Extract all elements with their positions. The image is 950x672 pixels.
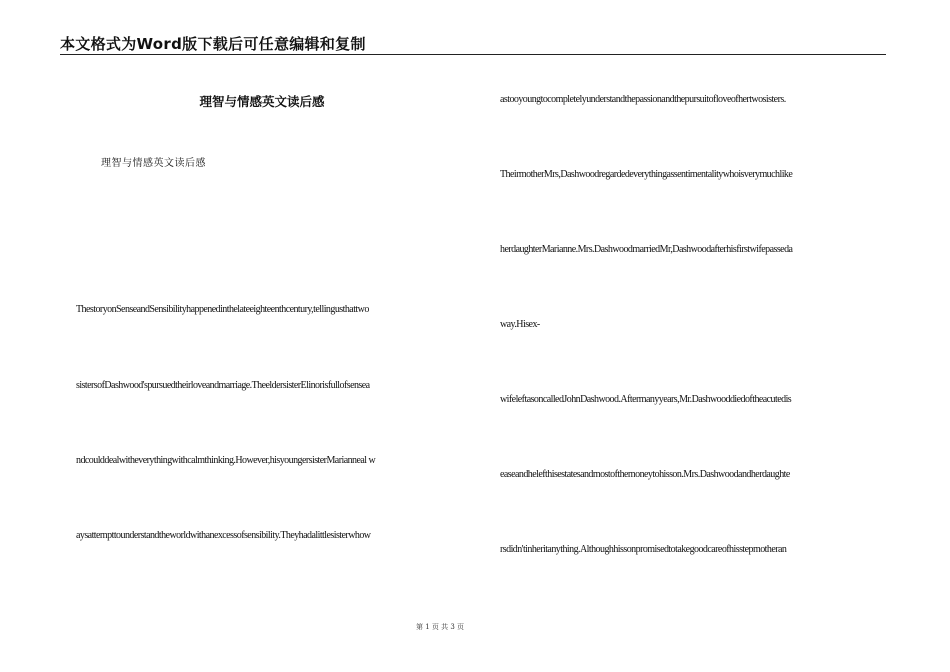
text-line: herdaughterMarianne.Mrs.DashwoodmarriedMr,Dashwoodafterhisfirstwifepasseda xyxy=(500,244,793,255)
text-line: way.Hisex- xyxy=(500,319,540,330)
text-line: wifeleftasoncalledJohnDashwood.Aftermanyyears,Mr.Dashwooddiedoftheacutedis xyxy=(500,394,792,405)
document-subheading: 理智与情感英文读后感 xyxy=(101,158,206,169)
text-line: TheirmotherMrs,Dashwoodregardedeverythingassentimentalitywhoisverymuchlike xyxy=(500,169,793,180)
header-rule xyxy=(60,54,886,55)
page-header-title: 本文格式为Word版下载后可任意编辑和复制 xyxy=(60,35,366,53)
text-line: astooyoungtocompletelyunderstandthepassionandthepursuitofloveofhertwosisters. xyxy=(500,94,786,105)
text-line: easeandhelefthisestatesandmostofthemoneytohisson.Mrs.Dashwoodandherdaughte xyxy=(500,469,790,480)
document-title: 理智与情感英文读后感 xyxy=(199,94,325,109)
text-line: sistersofDashwood'spursuedtheirloveandmarriage.TheeldersisterElinorisfullofsensea xyxy=(76,380,370,391)
text-line: aysattempttounderstandtheworldwithanexcessofsensibility.Theyhadalittlesisterwhow xyxy=(76,530,371,541)
text-line: rsdidn'tinheritanything.Althoughhissonpromisedtotakegoodcareofhisstepmotheran xyxy=(500,544,787,555)
page-number-footer: 第 1 页 共 3 页 xyxy=(415,623,465,631)
text-line: ndcoulddealwitheverythingwithcalmthinking.However,hisyoungersisterMarianneal w xyxy=(76,455,376,466)
text-line: ThestoryonSenseandSensibilityhappenedinthelateeighteenthcentury,tellingusthattwo xyxy=(76,304,369,315)
